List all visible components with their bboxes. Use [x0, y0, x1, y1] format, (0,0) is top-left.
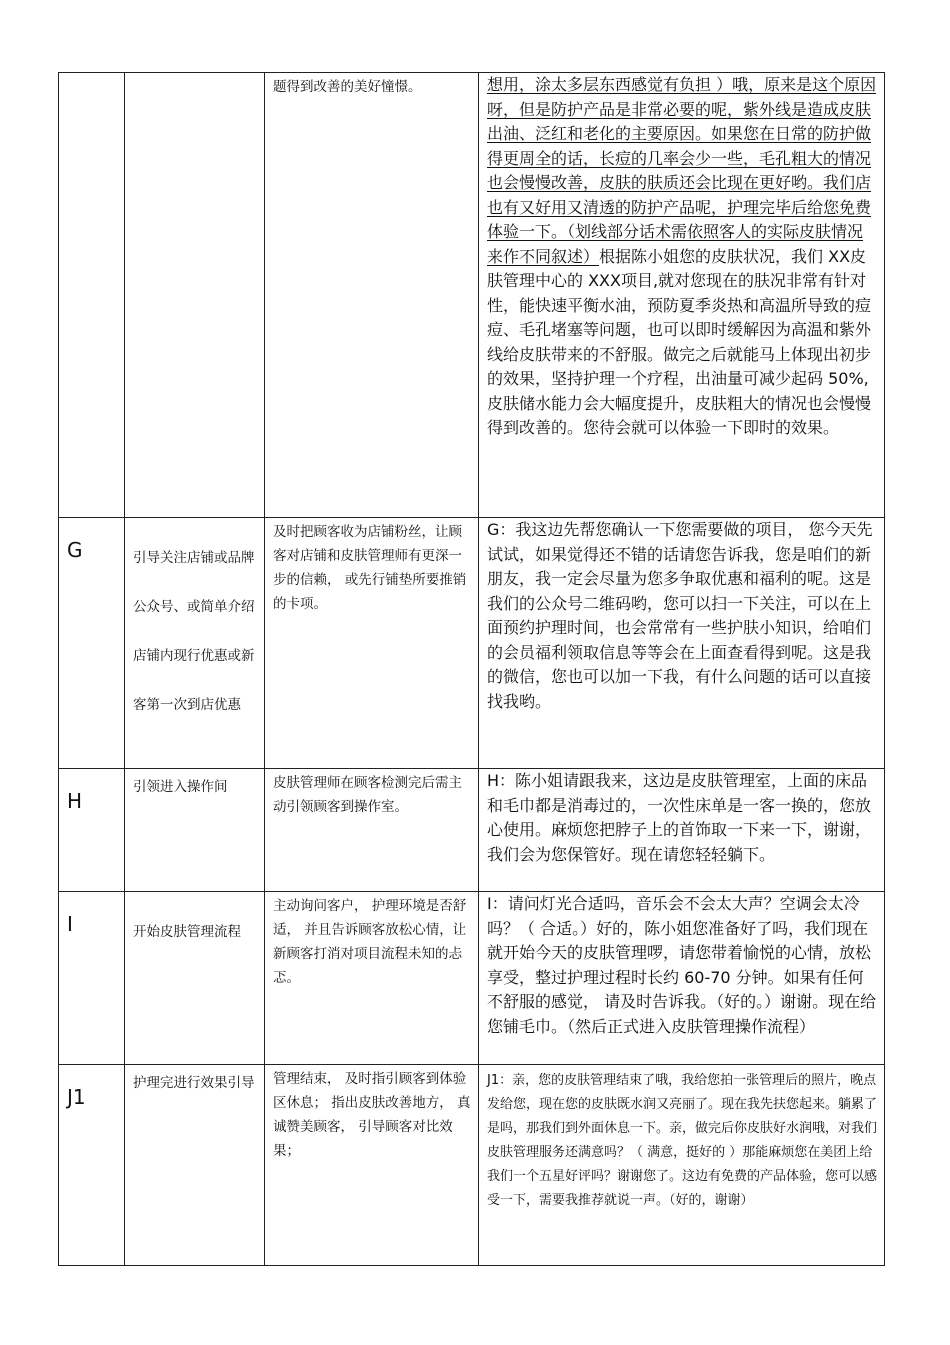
- script-cell: G：我这边先帮您确认一下您需要做的项目， 您今天先试试，如果觉得还不错的话请您告诉我，您是咱们的新朋友，我一定会尽量为您多争取优惠和福利的呢。这是我们的公众号二维码哟，您可以扫一下关注，可以在上面预约护理时间，也会常常有一些护肤小知识，给咱们的会员福利领取信息等等会在上面查看得到呢。这是我的微信，您也可以加一下我，有什么问题的话可以直接找我哟。: [479, 518, 885, 769]
- table-row: [59, 1065, 885, 1266]
- purpose-cell: 题得到改善的美好憧憬。: [265, 73, 479, 518]
- script-cell: [479, 73, 885, 518]
- step-cell: [125, 73, 265, 518]
- step-cell: 引领进入操作间: [125, 769, 265, 892]
- step-cell: 护理完进行效果引导: [125, 1065, 265, 1266]
- code-cell: [59, 73, 125, 518]
- code-cell: J1: [59, 1065, 125, 1266]
- code-cell: H: [59, 769, 125, 892]
- code-cell: I: [59, 892, 125, 1065]
- purpose-cell: 皮肤管理师在顾客检测完后需主动引领顾客到操作室。: [265, 769, 479, 892]
- step-cell: 开始皮肤管理流程: [125, 892, 265, 1065]
- code-cell: G: [59, 518, 125, 769]
- table-row: [59, 892, 885, 1065]
- purpose-cell: 主动询问客户， 护理环境是否舒适， 并且告诉顾客放松心情，让新顾客打消对项目流程未知的忐忑。: [265, 892, 479, 1065]
- table-row: [59, 73, 885, 518]
- purpose-cell: 及时把顾客收为店铺粉丝，让顾客对店铺和皮肤管理师有更深一步的信赖， 或先行铺垫所要推销的卡项。: [265, 518, 479, 769]
- script-cell: I：请问灯光合适吗，音乐会不会太大声？空调会太冷吗？（ 合适。）好的，陈小姐您准备好了吗，我们现在就开始今天的皮肤管理啰，请您带着愉悦的心情，放松享受，整过护理过程时长约 60-70 分钟。如果有任何不舒服的感觉， 请及时告诉我。（好的。）谢谢。现在给您铺毛巾。（然后正式进入皮肤管理操作流程）: [479, 892, 885, 1065]
- script-text: 根据陈小姐您的皮肤状况，我们 XX皮肤管理中心的 XXX项目,就对您现在的肤况非常有针对性，能快速平衡水油，预防夏季炎热和高温所导致的痘痘、毛孔堵塞等问题，也可以即时缓解因为高温和紫外线给皮肤带来的不舒服。做完之后就能马上体现出初步的效果，坚持护理一个疗程，出油量可减少起码 50%, 皮肤储水能力会大幅度提升，皮肤粗大的情况也会慢慢得到改善的。您待会就可以体验一下即时的效果。: [487, 246, 872, 437]
- purpose-cell: 管理结束， 及时指引顾客到体验区休息； 指出皮肤改善地方， 真诚赞美顾客， 引导顾客对比效果；: [265, 1065, 479, 1266]
- procedure-table: [58, 72, 885, 1266]
- table-row: [59, 518, 885, 769]
- underlined-script-text: 想用，涂太多层东西感觉有负担 ）哦，原来是这个原因呀，但是防护产品是非常必要的呢，紫外线是造成皮肤出油、泛红和老化的主要原因。如果您在日常的防护做得更周全的话，长痘的几率会少一些，毛孔粗大的情况也会慢慢改善，皮肤的肤质还会比现在更好哟。我们店也有又好用又清透的防护产品呢，护理完毕后给您免费体验一下。（划线部分话术需依照客人的实际皮肤情况来作不同叙述）: [487, 75, 877, 266]
- table-row: [59, 769, 885, 892]
- step-cell: 引导关注店铺或品牌公众号、或简单介绍店铺内现行优惠或新客第一次到店优惠: [125, 518, 265, 769]
- script-cell: J1：亲，您的皮肤管理结束了哦，我给您拍一张管理后的照片，晚点发给您，现在您的皮肤既水润又亮丽了。现在我先扶您起来。躺累了是吗，那我们到外面休息一下。亲，做完后你皮肤好水润哦，对我们皮肤管理服务还满意吗？（ 满意，挺好的 ）那能麻烦您在美团上给我们一个五星好评吗？谢谢您了。这边有免费的产品体验，您可以感受一下，需要我推荐就说一声。（好的，谢谢）: [479, 1065, 885, 1266]
- script-cell: H：陈小姐请跟我来，这边是皮肤管理室，上面的床品和毛巾都是消毒过的，一次性床单是一客一换的，您放心使用。麻烦您把脖子上的首饰取一下来一下，谢谢，我们会为您保管好。现在请您轻轻躺下。: [479, 769, 885, 892]
